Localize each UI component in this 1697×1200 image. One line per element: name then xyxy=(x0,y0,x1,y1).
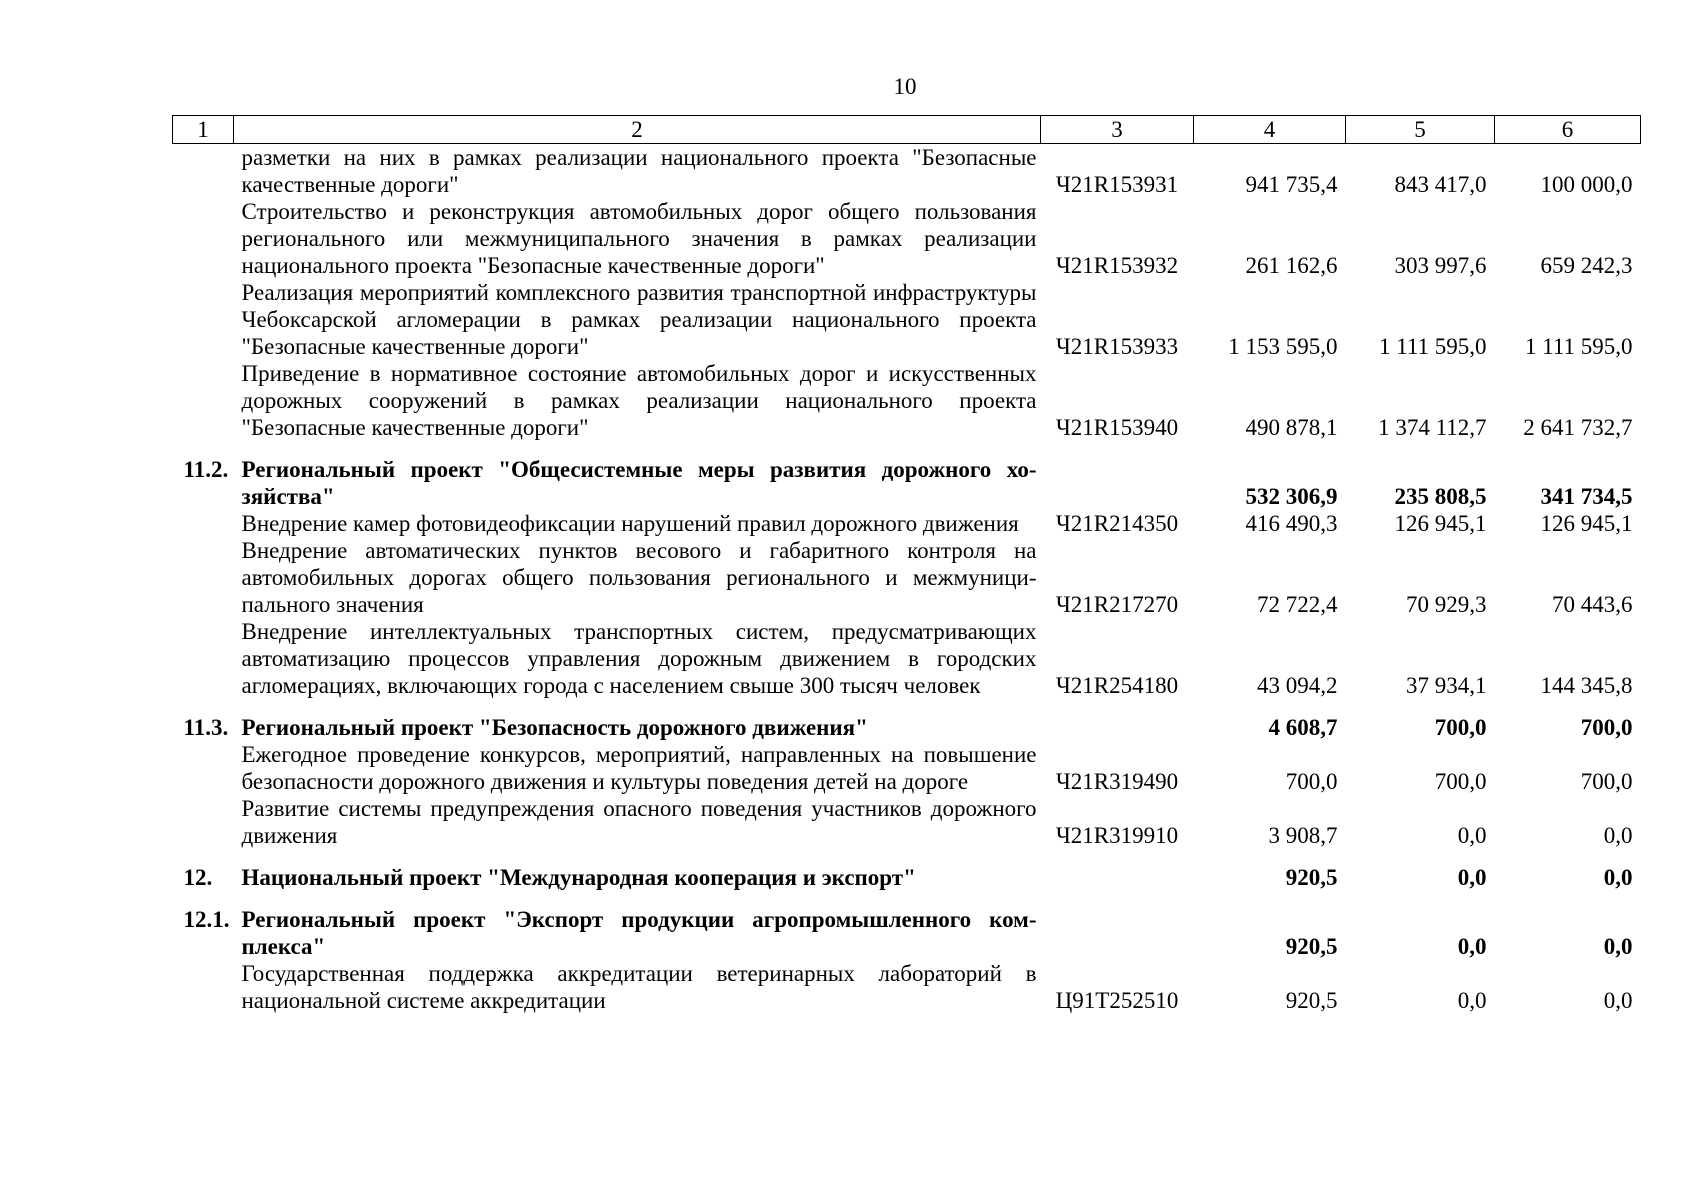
row-code: Ц91Т252510 xyxy=(1055,988,1179,1013)
row-code: Ч21R153940 xyxy=(1055,415,1179,440)
row-name: Региональный проект "Экспорт продукции агропромышленного комплекса" xyxy=(241,907,1037,959)
row-value-col4: 532 306,9 xyxy=(1245,484,1338,509)
row-code xyxy=(1041,699,1194,741)
budget-table xyxy=(172,115,1641,1014)
table-row xyxy=(173,441,1641,510)
row-number xyxy=(173,198,234,279)
row-value-col6: 126 945,1 xyxy=(1540,511,1633,536)
row-value-col6: 0,0 xyxy=(1603,865,1633,890)
row-code: Ч21R319910 xyxy=(1055,823,1179,848)
table-row xyxy=(173,144,1641,199)
row-name: Развитие системы предупреждения опасного поведения участников дорожного движения xyxy=(241,796,1037,848)
table-row xyxy=(173,618,1641,699)
row-code xyxy=(1041,849,1194,891)
row-value-col6: 2 641 732,7 xyxy=(1523,415,1633,440)
row-code xyxy=(1041,441,1194,510)
row-value-col5: 700,0 xyxy=(1434,769,1487,794)
row-code: Ч21R319490 xyxy=(1055,769,1179,794)
row-value-col5: 235 808,5 xyxy=(1394,484,1487,509)
row-value-col4: 3 908,7 xyxy=(1268,823,1338,848)
row-number xyxy=(173,741,234,795)
row-value-col6: 0,0 xyxy=(1603,934,1633,959)
row-number xyxy=(173,618,234,699)
row-number xyxy=(173,360,234,441)
table-row xyxy=(173,510,1641,537)
table-row xyxy=(173,960,1641,1014)
row-value-col4: 261 162,6 xyxy=(1245,253,1338,278)
row-value-col4: 1 153 595,0 xyxy=(1228,334,1338,359)
row-number: 12.1. xyxy=(183,907,230,932)
row-name: Строительство и реконструкция автомобильных дорог общего пользования регионального или межмуниципального значения в рамках реализации национального проекта "Безопасные качественные дороги" xyxy=(241,199,1037,278)
row-value-col6: 700,0 xyxy=(1580,715,1633,740)
table-row xyxy=(173,279,1641,360)
row-name: Национальный проект "Международная кооперация и экспорт" xyxy=(241,865,916,890)
row-value-col4: 43 094,2 xyxy=(1257,673,1338,698)
row-name: Внедрение интеллектуальных транспортных систем, предусматривающих автоматизацию процессов управления дорожным движением в городских агломерациях, включающих города с населением свыше 300 тысяч человек xyxy=(241,619,1037,698)
row-value-col6: 144 345,8 xyxy=(1540,673,1633,698)
row-number xyxy=(173,960,234,1014)
table-row xyxy=(173,849,1641,891)
row-name: Региональный проект "Безопасность дорожного движения" xyxy=(241,715,868,740)
table-row xyxy=(173,741,1641,795)
table-row xyxy=(173,891,1641,960)
row-name: Внедрение камер фотовидеофиксации нарушений правил дорожного движения xyxy=(241,511,1019,536)
table-body xyxy=(173,144,1641,1015)
table-row xyxy=(173,699,1641,741)
row-value-col5: 70 929,3 xyxy=(1406,592,1487,617)
row-code xyxy=(1041,891,1194,960)
row-value-col4: 920,5 xyxy=(1285,988,1338,1013)
header-cell-3: 3 xyxy=(1041,116,1194,144)
row-name: Реализация мероприятий комплексного развития транспортной инфраструктуры Чебоксарской агломерации в рамках реализации национального проекта "Безопасные качественные дороги" xyxy=(241,280,1037,359)
row-code: Ч21R217270 xyxy=(1055,592,1179,617)
row-value-col6: 700,0 xyxy=(1580,769,1633,794)
header-cell-2: 2 xyxy=(234,116,1041,144)
row-value-col6: 1 111 595,0 xyxy=(1524,334,1633,359)
table-row xyxy=(173,198,1641,279)
row-value-col6: 0,0 xyxy=(1603,823,1633,848)
header-cell-6: 6 xyxy=(1495,116,1641,144)
row-value-col5: 37 934,1 xyxy=(1406,673,1487,698)
row-code: Ч21R153932 xyxy=(1055,253,1179,278)
row-number xyxy=(173,795,234,849)
row-name: Государственная поддержка аккредитации ветеринарных лабораторий в национальной системе аккредитации xyxy=(241,961,1037,1013)
row-code: Ч21R254180 xyxy=(1055,673,1179,698)
row-value-col4: 416 490,3 xyxy=(1245,511,1338,536)
row-number xyxy=(173,279,234,360)
page-number: 10 xyxy=(893,74,917,99)
row-value-col5: 843 417,0 xyxy=(1394,172,1487,197)
row-code: Ч21R153931 xyxy=(1055,172,1179,197)
header-cell-5: 5 xyxy=(1346,116,1495,144)
row-value-col5: 0,0 xyxy=(1457,865,1487,890)
row-code: Ч21R153933 xyxy=(1055,334,1179,359)
row-name: Ежегодное проведение конкурсов, мероприятий, направленных на повышение безопасности дорожного движения и культуры поведения детей на дороге xyxy=(241,742,1037,794)
table-row xyxy=(173,795,1641,849)
row-name: Региональный проект "Общесистемные меры развития дорожного хозяйства" xyxy=(241,457,1037,509)
row-value-col5: 1 111 595,0 xyxy=(1378,334,1487,359)
row-value-col4: 700,0 xyxy=(1285,769,1338,794)
row-number: 11.2. xyxy=(183,457,229,482)
row-name: Приведение в нормативное состояние автомобильных дорог и искусственных дорожных сооружений в рамках реализации национального проекта "Безопасные качественные дороги" xyxy=(241,361,1037,440)
header-cell-4: 4 xyxy=(1194,116,1346,144)
row-value-col5: 303 997,6 xyxy=(1394,253,1487,278)
row-value-col4: 4 608,7 xyxy=(1268,715,1338,740)
row-name: Внедрение автоматических пунктов весового и габаритного контроля на автомобильных дорогах общего пользования регионального и межмуниципального значения xyxy=(241,538,1037,617)
row-value-col4: 490 878,1 xyxy=(1245,415,1338,440)
row-value-col5: 126 945,1 xyxy=(1394,511,1487,536)
row-value-col5: 0,0 xyxy=(1457,988,1487,1013)
table-row xyxy=(173,537,1641,618)
header-row xyxy=(173,116,1641,144)
row-value-col5: 0,0 xyxy=(1457,823,1487,848)
table-row xyxy=(173,360,1641,441)
row-value-col6: 70 443,6 xyxy=(1552,592,1633,617)
row-value-col4: 72 722,4 xyxy=(1257,592,1338,617)
row-value-col5: 0,0 xyxy=(1457,934,1487,959)
row-value-col5: 1 374 112,7 xyxy=(1378,415,1487,440)
row-value-col5: 700,0 xyxy=(1434,715,1487,740)
row-number xyxy=(173,144,234,199)
row-value-col4: 920,5 xyxy=(1285,934,1338,959)
header-cell-1: 1 xyxy=(173,116,234,144)
row-value-col6: 0,0 xyxy=(1603,988,1633,1013)
row-number xyxy=(173,510,234,537)
table-header xyxy=(173,116,1641,144)
row-number: 12. xyxy=(183,865,213,890)
row-value-col6: 341 734,5 xyxy=(1540,484,1633,509)
row-value-col4: 920,5 xyxy=(1285,865,1338,890)
row-code: Ч21R214350 xyxy=(1055,511,1179,536)
row-value-col6: 100 000,0 xyxy=(1540,172,1633,197)
row-number: 11.3. xyxy=(183,715,229,740)
row-number xyxy=(173,537,234,618)
row-name: разметки на них в рамках реализации национального проекта "Безопасные качественные дороги" xyxy=(241,145,1037,197)
row-value-col4: 941 735,4 xyxy=(1245,172,1338,197)
row-value-col6: 659 242,3 xyxy=(1540,253,1633,278)
